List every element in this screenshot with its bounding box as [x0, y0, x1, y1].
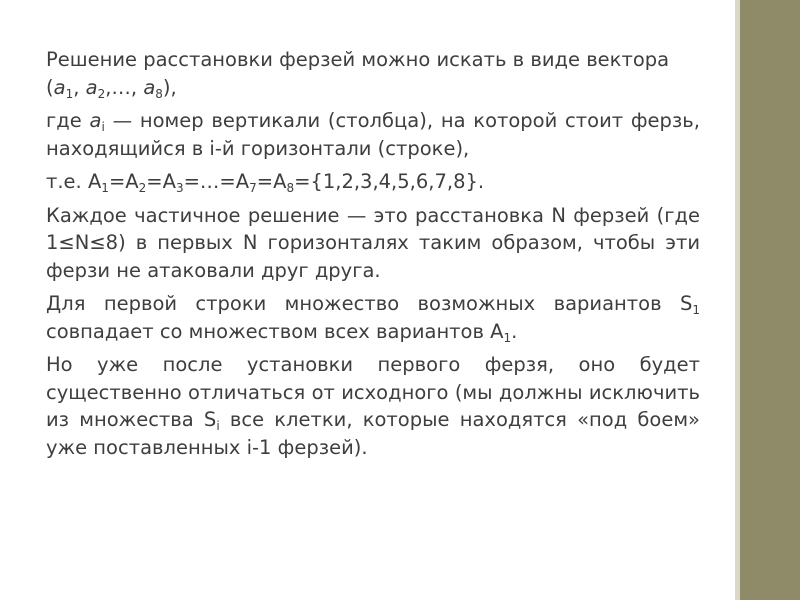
text: Решение расстановки ферзей можно искать в виде вектора ( [46, 48, 670, 99]
subscript: 2 [97, 86, 106, 101]
text: ,…, [105, 75, 144, 99]
text: совпадает со множеством всех вариантов A [46, 319, 504, 343]
subscript: 7 [249, 181, 257, 195]
text: Каждое частичное решение — это расстановка N ферзей (где 1≤N≤8) в первых N горизонталях таким образом, чтобы эти ферзи не атаковали друг друга. [46, 203, 700, 282]
subscript: 1 [503, 330, 512, 345]
text: т.е. A [46, 170, 102, 193]
var-a: a [143, 75, 156, 99]
text: =…=A [183, 170, 250, 193]
text: все клетки, которые находятся «под боем» уже поставленных i-1 ферзей). [46, 408, 700, 459]
text: , [73, 75, 86, 99]
var-a: a [53, 75, 66, 99]
paragraph-partial-solution [46, 202, 700, 285]
text: Но уже после установки первого ферзя, оно будет существенно отличаться от исходного (мы должны исключить из множества S [46, 353, 700, 431]
paragraph-ai-definition [46, 107, 700, 162]
paragraph-first-row [46, 290, 700, 345]
text: ), [162, 75, 177, 99]
text: . [511, 319, 518, 343]
text: ={1,2,3,4,5,6,7,8}. [294, 170, 485, 193]
subscript: 1 [101, 181, 109, 195]
paragraph-vector-definition [46, 46, 700, 101]
decorative-side-band [740, 0, 800, 600]
subscript: i [216, 419, 220, 433]
subscript: 1 [65, 86, 74, 101]
text: — номер вертикали (столбца), на которой стоит ферзь, находящийся в i-й горизонтали (строке), [46, 109, 700, 160]
subscript: 2 [138, 181, 147, 195]
text: =A [108, 170, 139, 193]
var-a: a [85, 75, 98, 99]
var-a: a [89, 109, 102, 132]
subscript: 8 [155, 86, 163, 101]
slide-text-body [46, 46, 700, 461]
paragraph-sets-equal [46, 168, 700, 196]
subscript: 3 [175, 181, 184, 195]
text: =A [146, 170, 176, 193]
subscript: 8 [286, 181, 295, 195]
text: Для первой строки множество возможных вариантов S [46, 292, 693, 315]
text: =A [256, 170, 287, 193]
subscript: 1 [692, 303, 700, 317]
text: где [46, 109, 90, 132]
paragraph-after-first-queen [46, 351, 700, 461]
subscript: i [101, 120, 105, 134]
